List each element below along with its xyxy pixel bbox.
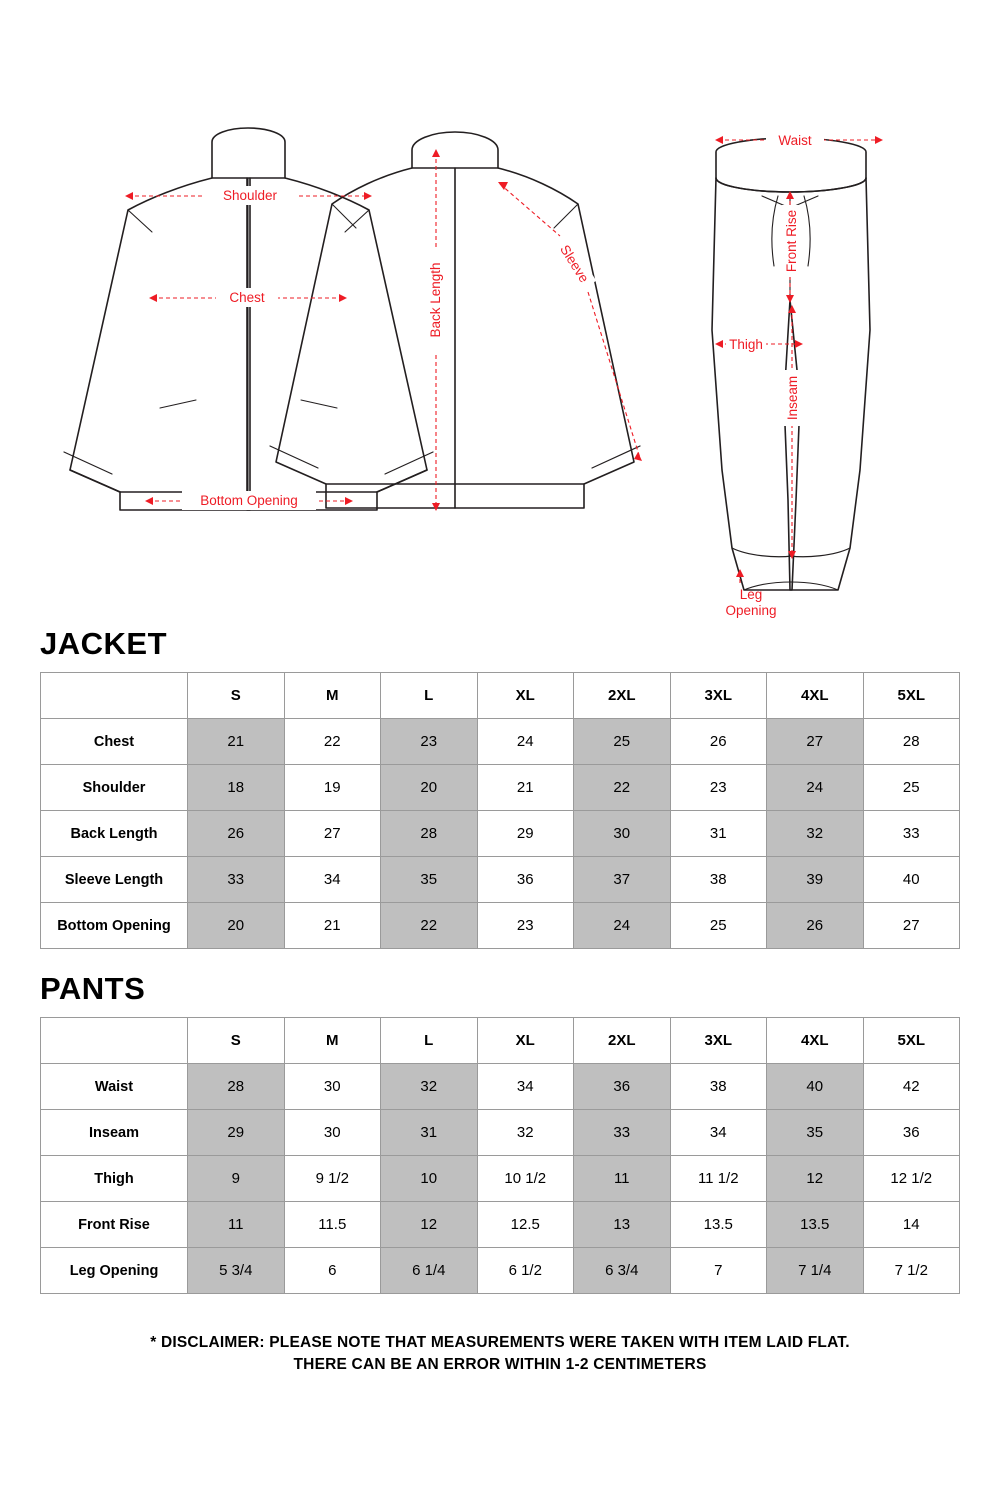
- jacket-row-label-sleeve-length: Sleeve Length: [41, 857, 188, 903]
- jacket-cell-chest-xl: 24: [477, 719, 574, 765]
- jacket-cell-bottom-opening-4xl: 26: [767, 903, 864, 949]
- pants-size-header-l: L: [381, 1018, 478, 1064]
- jacket-cell-chest-2xl: 25: [574, 719, 671, 765]
- pants-cell-thigh-m: 9 1/2: [284, 1156, 381, 1202]
- jacket-row-label-bottom-opening: Bottom Opening: [41, 903, 188, 949]
- jacket-row-label-back-length: Back Length: [41, 811, 188, 857]
- pants-cell-waist-4xl: 40: [767, 1064, 864, 1110]
- pants-cell-front-rise-2xl: 13: [574, 1202, 671, 1248]
- pants-cell-waist-2xl: 36: [574, 1064, 671, 1110]
- pants-size-header-2xl: 2XL: [574, 1018, 671, 1064]
- table-row: [41, 1110, 960, 1156]
- jacket-cell-bottom-opening-5xl: 27: [863, 903, 960, 949]
- jacket-size-header-2xl: 2XL: [574, 673, 671, 719]
- pants-cell-inseam-xl: 32: [477, 1110, 574, 1156]
- pants-size-header-m: M: [284, 1018, 381, 1064]
- label-leg-opening-line1: Leg: [739, 587, 763, 602]
- pants-cell-leg-opening-m: 6: [284, 1248, 381, 1294]
- pants-cell-front-rise-s: 11: [188, 1202, 285, 1248]
- jacket-cell-sleeve-length-2xl: 37: [574, 857, 671, 903]
- label-shoulder: Shoulder: [222, 188, 278, 203]
- pants-cell-inseam-m: 30: [284, 1110, 381, 1156]
- pants-cell-thigh-l: 10: [381, 1156, 478, 1202]
- jacket-cell-back-length-3xl: 31: [670, 811, 767, 857]
- pants-size-header-4xl: 4XL: [767, 1018, 864, 1064]
- pants-cell-thigh-5xl: 12 1/2: [863, 1156, 960, 1202]
- jacket-cell-back-length-5xl: 33: [863, 811, 960, 857]
- disclaimer-line-1: * DISCLAIMER: PLEASE NOTE THAT MEASUREMENTS WERE TAKEN WITH ITEM LAID FLAT.: [150, 1334, 850, 1351]
- pants-cell-front-rise-l: 12: [381, 1202, 478, 1248]
- pants-cell-leg-opening-l: 6 1/4: [381, 1248, 478, 1294]
- pants-table-corner: [41, 1018, 188, 1064]
- pants-size-table: [40, 1017, 960, 1294]
- pants-cell-leg-opening-s: 5 3/4: [188, 1248, 285, 1294]
- pants-cell-inseam-3xl: 34: [670, 1110, 767, 1156]
- jacket-cell-bottom-opening-s: 20: [188, 903, 285, 949]
- table-row: [41, 1202, 960, 1248]
- pants-cell-front-rise-5xl: 14: [863, 1202, 960, 1248]
- pants-title: PANTS: [40, 971, 146, 1006]
- jacket-size-header-s: S: [188, 673, 285, 719]
- pants-row-label-thigh: Thigh: [41, 1156, 188, 1202]
- table-row: [41, 903, 960, 949]
- jacket-cell-sleeve-length-s: 33: [188, 857, 285, 903]
- jacket-size-header-3xl: 3XL: [670, 673, 767, 719]
- pants-cell-waist-m: 30: [284, 1064, 381, 1110]
- jacket-cell-shoulder-3xl: 23: [670, 765, 767, 811]
- table-row: [41, 765, 960, 811]
- jacket-size-header-l: L: [381, 673, 478, 719]
- table-row: [41, 857, 960, 903]
- garment-illustrations: [0, 0, 1000, 620]
- label-inseam: Inseam: [785, 375, 800, 421]
- pants-cell-front-rise-xl: 12.5: [477, 1202, 574, 1248]
- label-front-rise: Front Rise: [784, 209, 799, 273]
- jacket-size-header-4xl: 4XL: [767, 673, 864, 719]
- jacket-cell-sleeve-length-4xl: 39: [767, 857, 864, 903]
- pants-row-label-front-rise: Front Rise: [41, 1202, 188, 1248]
- pants-cell-front-rise-3xl: 13.5: [670, 1202, 767, 1248]
- pants-cell-waist-5xl: 42: [863, 1064, 960, 1110]
- pants-cell-thigh-xl: 10 1/2: [477, 1156, 574, 1202]
- pants-cell-waist-l: 32: [381, 1064, 478, 1110]
- jacket-row-label-shoulder: Shoulder: [41, 765, 188, 811]
- pants-cell-inseam-5xl: 36: [863, 1110, 960, 1156]
- pants-row-label-leg-opening: Leg Opening: [41, 1248, 188, 1294]
- jacket-cell-bottom-opening-3xl: 25: [670, 903, 767, 949]
- jacket-cell-sleeve-length-m: 34: [284, 857, 381, 903]
- table-row: [41, 811, 960, 857]
- jacket-cell-sleeve-length-xl: 36: [477, 857, 574, 903]
- jacket-cell-sleeve-length-5xl: 40: [863, 857, 960, 903]
- jacket-cell-shoulder-xl: 21: [477, 765, 574, 811]
- jacket-row-label-chest: Chest: [41, 719, 188, 765]
- jacket-cell-bottom-opening-2xl: 24: [574, 903, 671, 949]
- jacket-cell-chest-l: 23: [381, 719, 478, 765]
- pants-cell-leg-opening-3xl: 7: [670, 1248, 767, 1294]
- jacket-cell-back-length-2xl: 30: [574, 811, 671, 857]
- pants-cell-inseam-4xl: 35: [767, 1110, 864, 1156]
- pants-cell-front-rise-4xl: 13.5: [767, 1202, 864, 1248]
- pants-cell-inseam-2xl: 33: [574, 1110, 671, 1156]
- table-header-row: [41, 1018, 960, 1064]
- table-header-row: [41, 673, 960, 719]
- pants-size-header-5xl: 5XL: [863, 1018, 960, 1064]
- table-row: [41, 1248, 960, 1294]
- pants-row-label-inseam: Inseam: [41, 1110, 188, 1156]
- pants-cell-waist-xl: 34: [477, 1064, 574, 1110]
- jacket-cell-chest-4xl: 27: [767, 719, 864, 765]
- jacket-cell-back-length-l: 28: [381, 811, 478, 857]
- table-row: [41, 1064, 960, 1110]
- jacket-size-header-xl: XL: [477, 673, 574, 719]
- label-bottom-opening: Bottom Opening: [200, 493, 298, 508]
- jacket-cell-sleeve-length-3xl: 38: [670, 857, 767, 903]
- pants-cell-thigh-s: 9: [188, 1156, 285, 1202]
- jacket-front-illustration: [64, 128, 433, 510]
- pants-cell-thigh-3xl: 11 1/2: [670, 1156, 767, 1202]
- jacket-cell-bottom-opening-m: 21: [284, 903, 381, 949]
- jacket-cell-bottom-opening-xl: 23: [477, 903, 574, 949]
- pants-size-header-3xl: 3XL: [670, 1018, 767, 1064]
- pants-cell-thigh-4xl: 12: [767, 1156, 864, 1202]
- jacket-cell-shoulder-s: 18: [188, 765, 285, 811]
- pants-cell-inseam-s: 29: [188, 1110, 285, 1156]
- jacket-table-corner: [41, 673, 188, 719]
- pants-cell-inseam-l: 31: [381, 1110, 478, 1156]
- pants-size-header-s: S: [188, 1018, 285, 1064]
- jacket-cell-bottom-opening-l: 22: [381, 903, 478, 949]
- pants-cell-waist-3xl: 38: [670, 1064, 767, 1110]
- label-leg-opening-line2: Opening: [725, 603, 777, 618]
- label-waist: Waist: [778, 133, 812, 148]
- disclaimer-line-2: THERE CAN BE AN ERROR WITHIN 1-2 CENTIMETERS: [293, 1356, 707, 1374]
- label-sleeve: Sleeve: [557, 242, 592, 286]
- pants-size-header-xl: XL: [477, 1018, 574, 1064]
- jacket-back-illustration: [270, 132, 640, 508]
- label-back-length: Back Length: [428, 262, 443, 338]
- pants-cell-thigh-2xl: 11: [574, 1156, 671, 1202]
- pants-cell-leg-opening-5xl: 7 1/2: [863, 1248, 960, 1294]
- sleeve-guide-bottom: [588, 292, 640, 458]
- jacket-cell-chest-3xl: 26: [670, 719, 767, 765]
- pants-cell-front-rise-m: 11.5: [284, 1202, 381, 1248]
- disclaimer: [0, 1332, 1000, 1377]
- label-chest: Chest: [229, 290, 265, 305]
- jacket-cell-shoulder-l: 20: [381, 765, 478, 811]
- jacket-cell-chest-m: 22: [284, 719, 381, 765]
- jacket-cell-shoulder-2xl: 22: [574, 765, 671, 811]
- pants-row-label-waist: Waist: [41, 1064, 188, 1110]
- label-thigh: Thigh: [729, 337, 763, 352]
- table-row: [41, 719, 960, 765]
- jacket-cell-shoulder-5xl: 25: [863, 765, 960, 811]
- jacket-size-header-5xl: 5XL: [863, 673, 960, 719]
- jacket-size-header-m: M: [284, 673, 381, 719]
- pants-cell-leg-opening-2xl: 6 3/4: [574, 1248, 671, 1294]
- jacket-section: [0, 626, 1000, 949]
- jacket-cell-chest-s: 21: [188, 719, 285, 765]
- table-row: [41, 1156, 960, 1202]
- jacket-cell-sleeve-length-l: 35: [381, 857, 478, 903]
- jacket-size-table: [40, 672, 960, 949]
- jacket-cell-back-length-s: 26: [188, 811, 285, 857]
- pants-cell-leg-opening-xl: 6 1/2: [477, 1248, 574, 1294]
- jacket-cell-back-length-xl: 29: [477, 811, 574, 857]
- jacket-cell-back-length-m: 27: [284, 811, 381, 857]
- jacket-cell-shoulder-m: 19: [284, 765, 381, 811]
- jacket-title: JACKET: [40, 626, 168, 661]
- pants-section: [0, 971, 1000, 1294]
- jacket-cell-back-length-4xl: 32: [767, 811, 864, 857]
- pants-cell-waist-s: 28: [188, 1064, 285, 1110]
- jacket-cell-shoulder-4xl: 24: [767, 765, 864, 811]
- pants-cell-leg-opening-4xl: 7 1/4: [767, 1248, 864, 1294]
- sleeve-guide-top: [500, 184, 560, 236]
- jacket-cell-chest-5xl: 28: [863, 719, 960, 765]
